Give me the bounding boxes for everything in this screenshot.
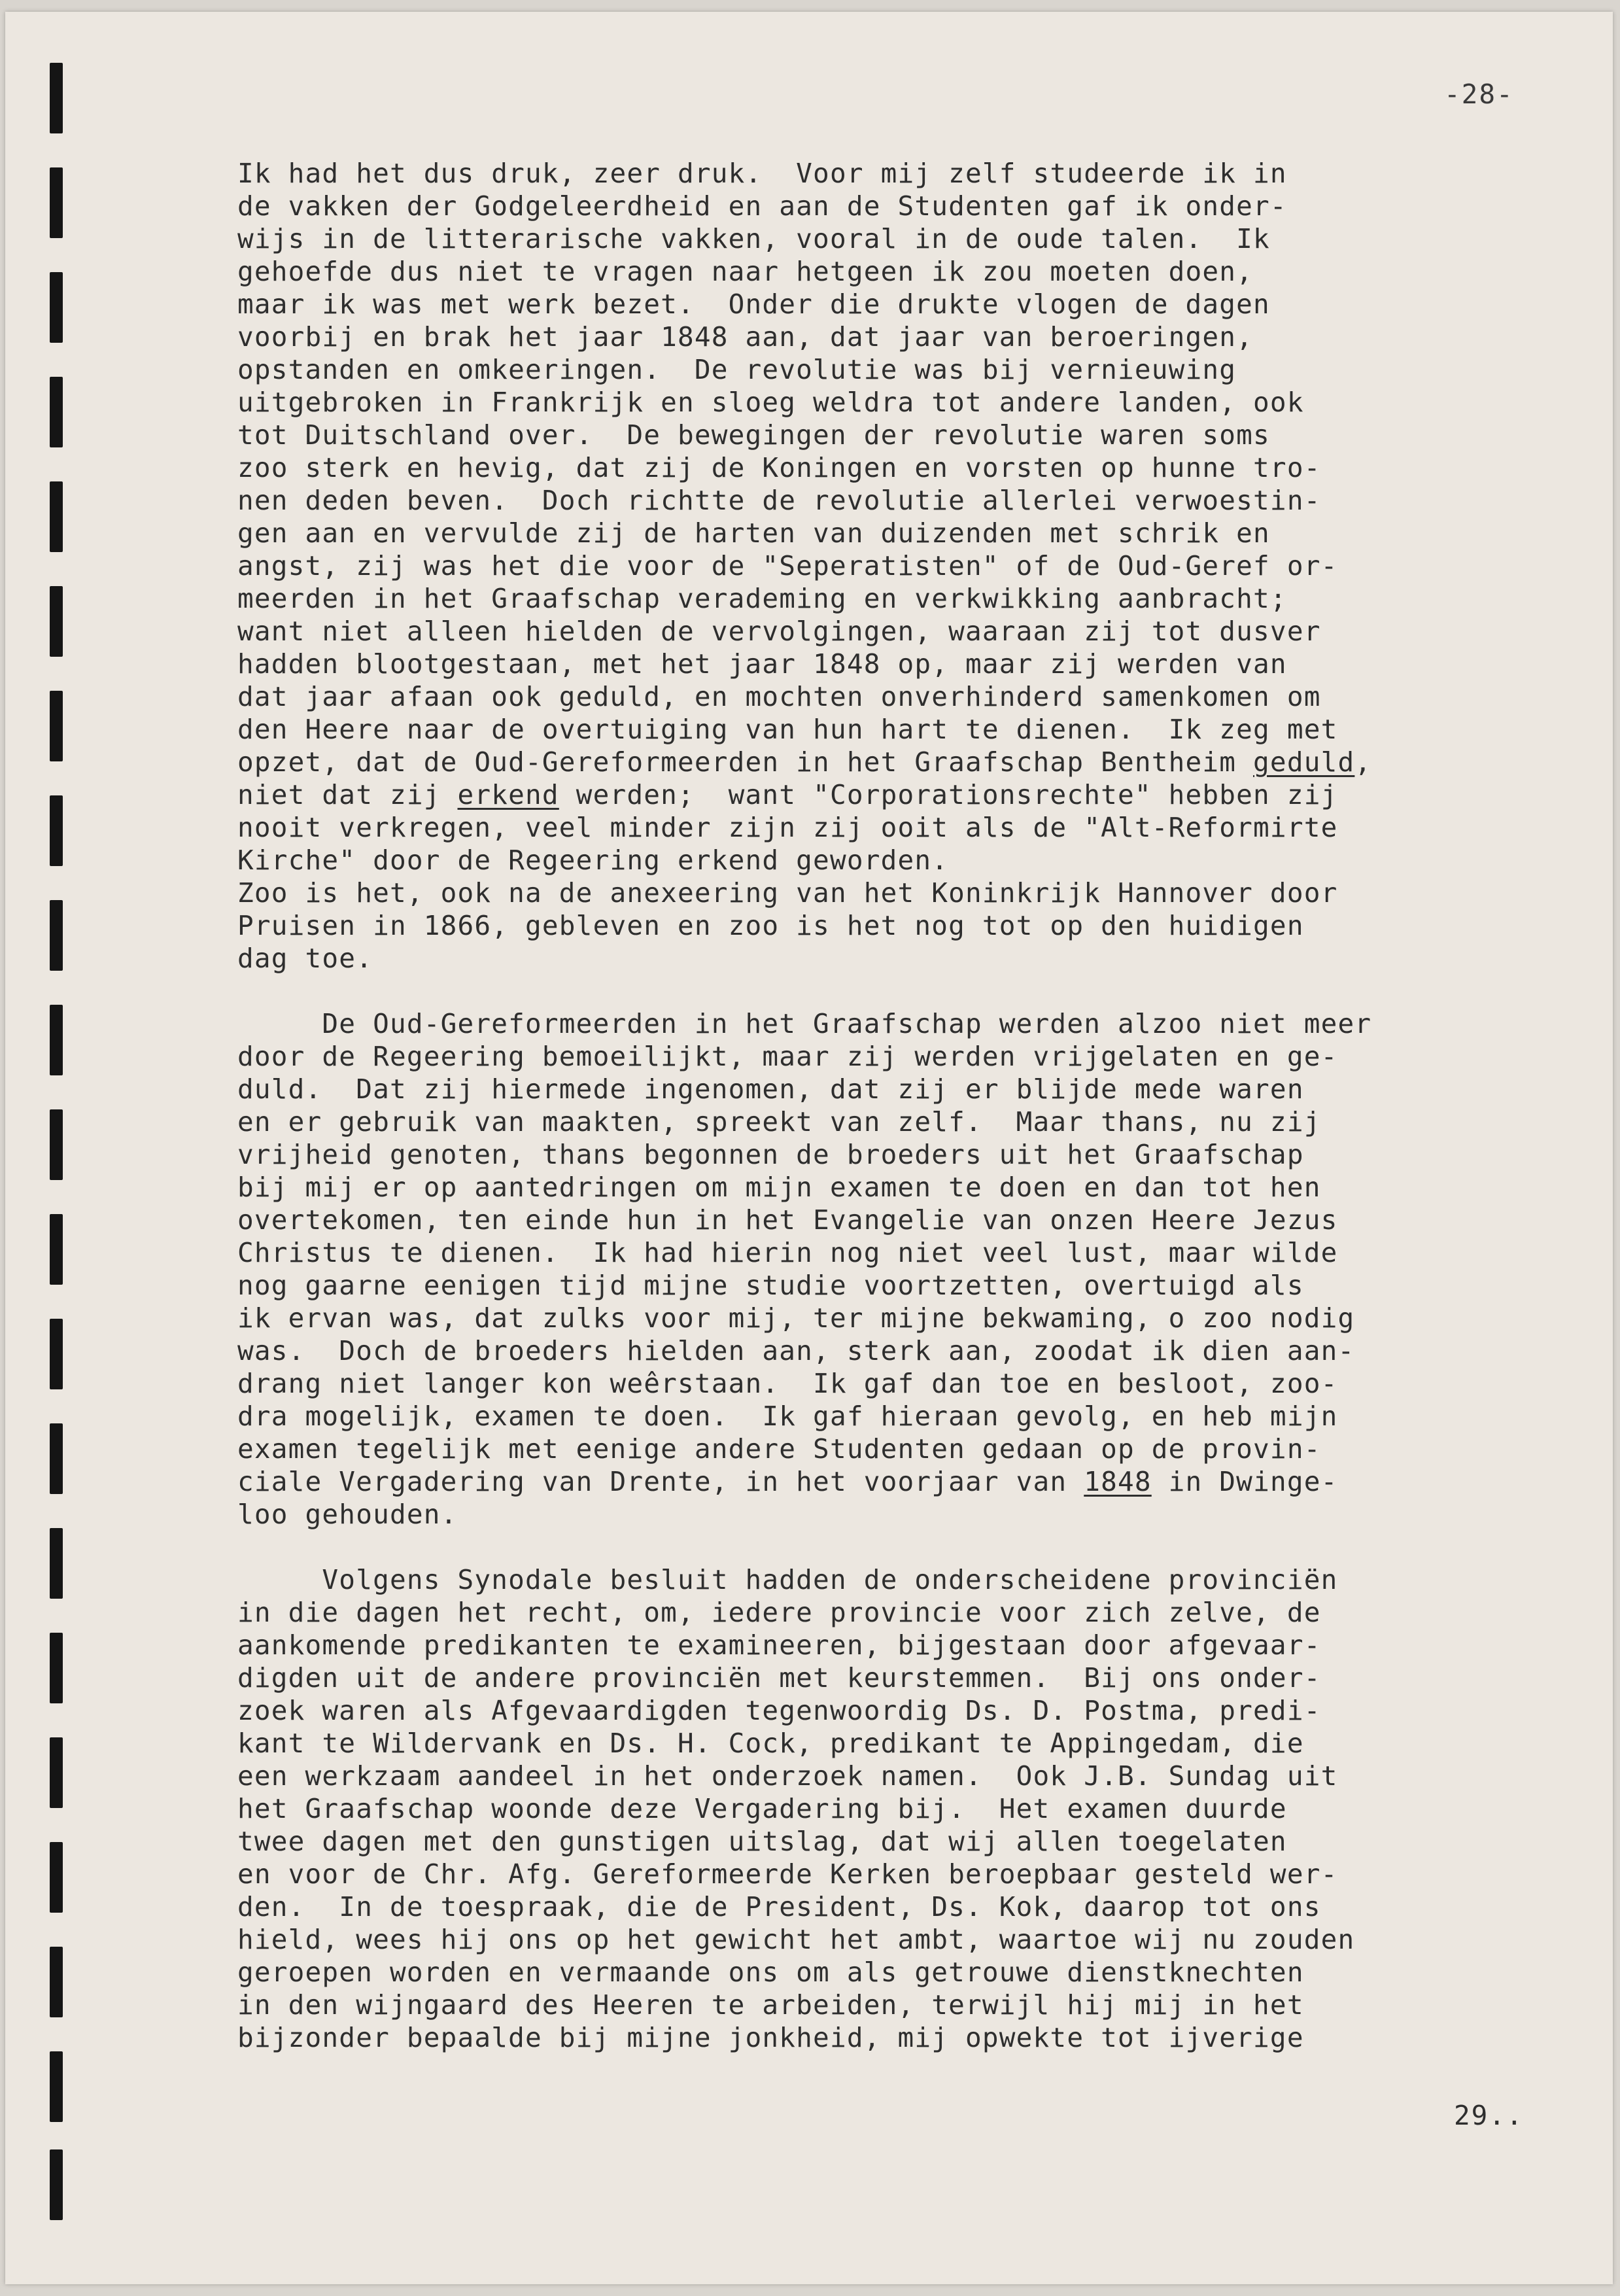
text-line: uitgebroken in Frankrijk en sloeg weldra tot andere landen, ook [237,387,1304,418]
paragraph [237,1563,1585,2054]
binding-hole [50,1947,63,2017]
text-line: zoek waren als Afgevaardigden tegenwoordig Ds. D. Postma, predi- [237,1695,1321,1726]
text-line: meerden in het Graafschap verademing en verkwikking aanbracht; [237,583,1287,614]
text-line: Volgens Synodale besluit hadden de onderscheidene provinciën [237,1564,1338,1595]
binding-hole [50,272,63,343]
text-line: Pruisen in 1866, gebleven en zoo is het nog tot op den huidigen [237,910,1304,941]
text-line: opstanden en omkeeringen. De revolutie was bij vernieuwing [237,354,1237,385]
binding-hole [50,1109,63,1180]
text-line: angst, zij was het die voor de "Seperatisten" of de Oud-Geref or- [237,550,1338,582]
text-line: drang niet langer kon weêrstaan. Ik gaf dan toe en besloot, zoo- [237,1368,1338,1399]
binding-hole [50,1737,63,1808]
text-line: nog gaarne eenigen tijd mijne studie voortzetten, overtuigd als [237,1270,1304,1301]
binding-hole [50,795,63,866]
text-line: en er gebruik van maakten, spreekt van zelf. Maar thans, nu zij [237,1106,1321,1138]
binding-hole [50,63,63,133]
binding-hole [50,1423,63,1494]
text-line: Kirche" door de Regeering erkend geworden. [237,844,949,876]
binding-hole [50,1319,63,1389]
text-line: Zoo is het, ook na de anexeering van het Koninkrijk Hannover door [237,877,1338,909]
text-line: dra mogelijk, examen te doen. Ik gaf hieraan gevolg, en heb mijn [237,1400,1338,1432]
binding-hole [50,1633,63,1703]
binding-hole [50,1005,63,1075]
text-line: Christus te dienen. Ik had hierin nog niet veel lust, maar wilde [237,1237,1338,1268]
page-number: -28- [1444,78,1514,110]
binding-hole [50,167,63,238]
text-line: het Graafschap woonde deze Vergadering bij. Het examen duurde [237,1793,1287,1824]
text-line: gen aan en vervulde zij de harten van duizenden met schrik en [237,517,1270,549]
text-line: overtekomen, ten einde hun in het Evangelie van onzen Heere Jezus [237,1204,1338,1236]
text-line: in den wijngaard des Heeren te arbeiden, terwijl hij mij in het [237,1989,1304,2021]
text-line: tot Duitschland over. De bewegingen der revolutie waren soms [237,419,1270,451]
underlined-word: erkend [457,779,559,810]
text-line: ik ervan was, dat zulks voor mij, ter mijne bekwaming, o zoo nodig [237,1302,1355,1334]
text-line: wijs in de litterarische vakken, vooral in de oude talen. Ik [237,223,1270,254]
underlined-word: geduld [1253,746,1355,778]
binding-hole [50,1842,63,1913]
paragraph [237,1007,1585,1531]
text-line: gehoefde dus niet te vragen naar hetgeen ik zou moeten doen, [237,256,1254,287]
underlined-word: 1848 [1084,1466,1152,1497]
catchword: 29.. [1454,2100,1524,2131]
text-line: twee dagen met den gunstigen uitslag, dat wij allen toegelaten [237,1826,1287,1857]
binding-hole [50,1528,63,1599]
text-line: opzet, dat de Oud-Gereformeerden in het Graafschap Bentheim geduld, [237,746,1372,778]
binding-hole [50,2051,63,2122]
binding-hole [50,481,63,552]
text-line: loo gehouden. [237,1499,458,1530]
text-line: duld. Dat zij hiermede ingenomen, dat zij er blijde mede waren [237,1073,1304,1105]
text-line: de vakken der Godgeleerdheid en aan de Studenten gaf ik onder- [237,190,1287,222]
text-line: den Heere naar de overtuiging van hun hart te dienen. Ik zeg met [237,714,1338,745]
text-line: dat jaar afaan ook geduld, en mochten onverhinderd samenkomen om [237,681,1321,712]
text-line: De Oud-Gereformeerden in het Graafschap werden alzoo niet meer [237,1008,1372,1039]
text-line: maar ik was met werk bezet. Onder die drukte vlogen de dagen [237,288,1270,320]
text-line: een werkzaam aandeel in het onderzoek namen. Ook J.B. Sundag uit [237,1760,1338,1792]
text-line: bijzonder bepaalde bij mijne jonkheid, mij opwekte tot ijverige [237,2022,1304,2053]
text-line: hadden blootgestaan, met het jaar 1848 op, maar zij werden van [237,648,1287,680]
text-line: zoo sterk en hevig, dat zij de Koningen en vorsten op hunne tro- [237,452,1321,483]
text-line: door de Regeering bemoeilijkt, maar zij werden vrijgelaten en ge- [237,1041,1338,1072]
text-line: aankomende predikanten te examineeren, bijgestaan door afgevaar- [237,1629,1321,1661]
text-line: in die dagen het recht, om, iedere provincie voor zich zelve, de [237,1597,1321,1628]
text-line: examen tegelijk met eenige andere Studenten gedaan op de provin- [237,1433,1321,1465]
text-line: ciale Vergadering van Drente, in het voorjaar van 1848 in Dwinge- [237,1466,1338,1497]
text-line: digden uit de andere provinciën met keurstemmen. Bij ons onder- [237,1662,1321,1694]
binding-hole [50,691,63,761]
binding-hole [50,2149,63,2220]
binding-hole [50,377,63,447]
text-line: Ik had het dus druk, zeer druk. Voor mij zelf studeerde ik in [237,158,1287,189]
text-line: dag toe. [237,943,373,974]
text-line: en voor de Chr. Afg. Gereformeerde Kerken beroepbaar gesteld wer- [237,1858,1338,1890]
text-line: voorbij en brak het jaar 1848 aan, dat jaar van beroeringen, [237,321,1254,353]
typescript-page [5,12,1613,2284]
paragraph [237,157,1585,975]
text-line: nen deden beven. Doch richtte de revolutie allerlei verwoestin- [237,485,1321,516]
text-line: niet dat zij erkend werden; want "Corporationsrechte" hebben zij [237,779,1338,810]
binding-hole [50,586,63,657]
text-line: den. In de toespraak, die de President, Ds. Kok, daarop tot ons [237,1891,1321,1922]
binding-hole [50,900,63,971]
text-line: vrijheid genoten, thans begonnen de broeders uit het Graafschap [237,1139,1304,1170]
text-line: hield, wees hij ons op het gewicht het ambt, waartoe wij nu zouden [237,1924,1355,1955]
binding-hole [50,1214,63,1285]
text-line: kant te Wildervank en Ds. H. Cock, predikant te Appingedam, die [237,1728,1304,1759]
body-text [237,157,1585,2054]
text-line: geroepen worden en vermaande ons om als getrouwe dienstknechten [237,1957,1304,1988]
text-line: want niet alleen hielden de vervolgingen, waaraan zij tot dusver [237,616,1321,647]
text-line: was. Doch de broeders hielden aan, sterk aan, zoodat ik dien aan- [237,1335,1355,1366]
text-line: bij mij er op aantedringen om mijn examen te doen en dan tot hen [237,1172,1321,1203]
text-line: nooit verkregen, veel minder zijn zij ooit als de "Alt-Reformirte [237,812,1338,843]
